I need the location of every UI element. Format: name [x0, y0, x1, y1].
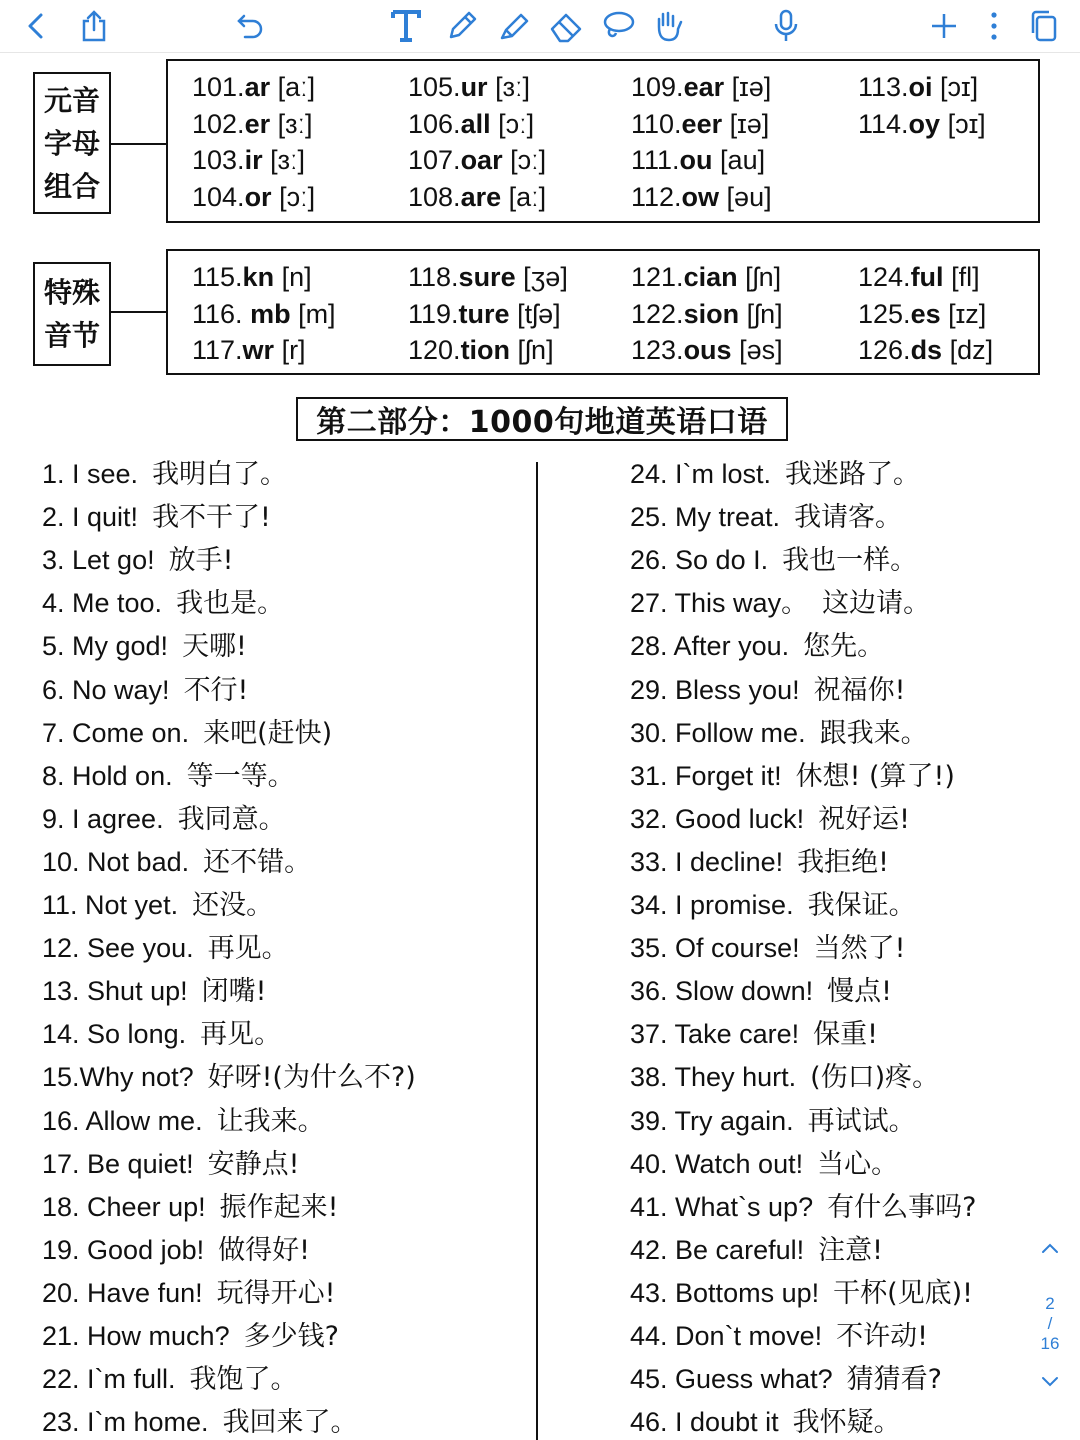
phrase-item: [42, 845, 311, 880]
phrase-item: [42, 500, 271, 535]
phrase-chinese: 我回来了。: [222, 1407, 358, 1439]
hand-tool-icon[interactable]: [646, 4, 690, 48]
lasso-icon[interactable]: [596, 4, 640, 48]
phrase-chinese: 让我来。: [216, 1105, 325, 1137]
vowel-label-line: 组合: [43, 169, 100, 203]
phonics-entry: 106.all [ɔː]: [408, 108, 535, 139]
phrase-english: 25. My treat.: [630, 502, 781, 533]
phrase-item: [630, 543, 917, 578]
phonics-entry: 113.oi [ɔɪ]: [858, 72, 979, 102]
highlighter-icon[interactable]: [492, 4, 536, 48]
phonics-entry: 110.eer [ɪə]: [631, 108, 770, 139]
phrase-chinese: 再试试。: [807, 1105, 916, 1137]
phrase-english: 5. My god!: [42, 631, 169, 662]
phonics-entry: 102.er [ɜː]: [192, 108, 313, 139]
phrase-item: [42, 673, 248, 708]
vowel-label-box: [33, 72, 111, 214]
phrase-english: 30. Follow me.: [630, 717, 806, 748]
phrase-chinese: 等一等。: [186, 760, 295, 792]
phrase-english: 1. I see.: [42, 459, 139, 489]
phrase-item: [42, 759, 295, 794]
more-icon[interactable]: [972, 4, 1016, 48]
phrase-english: 16. Allow me.: [42, 1105, 203, 1136]
phrase-english: 23. I`m home.: [42, 1407, 209, 1438]
phrase-chinese: 多少钱?: [243, 1321, 339, 1352]
phrase-item: [630, 974, 892, 1009]
phonics-entry: 112.ow [əu]: [631, 181, 772, 212]
phrase-item: [630, 1147, 898, 1182]
phrase-english: 43. Bottoms up!: [630, 1277, 820, 1308]
phrase-item: [42, 457, 287, 492]
total-pages: 16: [1040, 1334, 1060, 1353]
syllable-table: [166, 249, 1040, 375]
syllable-label-line: 特殊: [43, 276, 100, 309]
phrase-chinese: 我不干了!: [152, 502, 271, 534]
phrase-item: [42, 931, 289, 966]
phonics-entry: 118.sure [ʒə]: [408, 262, 568, 292]
phrase-english: 41. What`s up?: [630, 1191, 814, 1222]
phrase-chinese: 安静点!: [207, 1148, 300, 1180]
phrase-item: [630, 716, 928, 751]
eraser-icon[interactable]: [544, 4, 588, 48]
phrase-english: 12. See you.: [42, 933, 194, 964]
phrase-chinese: (伤口)疼。: [810, 1062, 940, 1094]
phrase-english: 8. Hold on.: [42, 760, 173, 791]
phrase-english: 9. I agree.: [42, 803, 164, 834]
phrase-item: [42, 1276, 335, 1311]
phrase-item: [630, 888, 916, 923]
phrase-chinese: 注意!: [818, 1234, 883, 1266]
phrase-english: 13. Shut up!: [42, 976, 188, 1007]
current-page: 2: [1045, 1294, 1055, 1313]
phrase-chinese: 慢点!: [827, 976, 892, 1008]
phrase-chinese: 我也是。: [176, 588, 285, 620]
phrase-item: [42, 1362, 298, 1397]
phrase-chinese: 我饱了。: [189, 1364, 298, 1396]
phonics-entry: 125.es [ɪz]: [858, 298, 987, 329]
phrase-english: 31. Forget it!: [630, 760, 782, 791]
phrase-english: 3. Let go!: [42, 545, 155, 576]
phonics-entry: 120.tion [ʃn]: [408, 335, 554, 365]
phrase-chinese: 来吧(赶快): [203, 717, 333, 749]
syllable-label-line: 音节: [43, 319, 100, 352]
phrase-item: [630, 586, 930, 621]
phrase-chinese: 闭嘴!: [201, 976, 267, 1008]
phrase-chinese: 我迷路了。: [785, 459, 921, 490]
phrase-english: 29. Bless you!: [630, 674, 800, 705]
phrase-item: [630, 1319, 928, 1354]
phrase-english: 24. I`m lost.: [630, 459, 772, 489]
connector-line: [109, 143, 167, 145]
phrase-english: 45. Guess what?: [630, 1364, 833, 1395]
phrase-item: [630, 500, 902, 535]
phonics-entry: 116. mb [m]: [192, 298, 336, 329]
phrase-item: [630, 1190, 976, 1225]
phrase-item: [630, 1362, 942, 1397]
phrase-chinese: 不许动!: [836, 1321, 928, 1352]
phonics-entry: 121.cian [ʃn]: [631, 262, 782, 292]
phrase-item: [630, 1060, 939, 1095]
phrase-chinese: 再见。: [200, 1019, 282, 1051]
phrase-english: 27. This way。: [630, 588, 809, 619]
phrase-chinese: 振作起来!: [219, 1191, 339, 1223]
column-divider: [536, 462, 538, 1440]
phrase-english: 2. I quit!: [42, 502, 139, 533]
phrase-english: 18. Cheer up!: [42, 1191, 206, 1222]
phrase-item: [42, 974, 266, 1009]
phonics-entry: 105.ur [ɜː]: [408, 72, 530, 102]
phrase-item: [42, 1233, 310, 1268]
phrase-chinese: 我怀疑。: [792, 1407, 901, 1439]
vowel-table: [166, 59, 1040, 223]
phrase-item: [42, 543, 233, 578]
phrase-chinese: 不行!: [183, 674, 249, 706]
phonics-entry: 109.ear [ɪə]: [631, 72, 772, 102]
phrase-english: 44. Don`t move!: [630, 1321, 823, 1351]
phrase-english: 42. Be careful!: [630, 1234, 805, 1265]
phrase-item: [42, 1405, 358, 1440]
phrase-english: 19. Good job!: [42, 1234, 205, 1265]
phonics-entry: 103.ir [ɜː]: [192, 145, 305, 175]
phrase-chinese: 我同意。: [177, 803, 286, 835]
section-title: 第二部分：1000句地道英语口语: [296, 397, 788, 441]
page-down-icon[interactable]: [1030, 1374, 1070, 1404]
vowel-label-line: 元音: [43, 83, 100, 117]
phrase-item: [42, 1017, 281, 1052]
phonics-entry: 115.kn [n]: [192, 262, 312, 292]
phrase-chinese: 您先。: [803, 631, 885, 663]
phrase-chinese: 好呀!(为什么不?): [207, 1062, 416, 1094]
phrase-chinese: 休想! (算了!): [795, 760, 955, 792]
phrase-chinese: 我保证。: [807, 890, 916, 921]
phrase-item: [630, 1017, 878, 1052]
phrase-chinese: 有什么事吗?: [827, 1191, 977, 1223]
phrase-english: 32. Good luck!: [630, 803, 805, 834]
phrase-item: [42, 1319, 339, 1354]
phrase-english: 40. Watch out!: [630, 1148, 804, 1179]
phrase-item: [42, 586, 284, 621]
phrase-chinese: 祝福你!: [813, 674, 906, 706]
phonics-entry: 111.ou [au]: [631, 145, 766, 175]
add-icon[interactable]: [922, 4, 966, 48]
phrase-item: [630, 802, 910, 837]
phrase-chinese: 这边请。: [822, 588, 931, 620]
phrase-chinese: 做得好!: [218, 1234, 310, 1266]
phrase-english: 38. They hurt.: [630, 1062, 797, 1093]
phrase-english: 15.Why not?: [42, 1062, 194, 1093]
phrase-item: [42, 1104, 325, 1139]
phonics-entry: 101.ar [aː]: [192, 72, 316, 102]
phrase-english: 6. No way!: [42, 674, 170, 705]
phrase-chinese: 还不错。: [203, 846, 312, 878]
phrase-item: [630, 1104, 916, 1139]
phrase-chinese: 当然了!: [813, 933, 906, 965]
phrase-chinese: 我明白了。: [152, 459, 288, 490]
microphone-icon[interactable]: [764, 4, 808, 48]
phrase-english: 34. I promise.: [630, 890, 794, 920]
phrase-item: [630, 845, 889, 880]
toolbar: [0, 0, 1080, 53]
syllable-label-box: [33, 262, 111, 366]
phrase-item: [42, 629, 247, 664]
phonics-entry: 114.oy [ɔɪ]: [858, 108, 986, 139]
phonics-entry: 104.or [ɔː]: [192, 181, 316, 212]
phrase-english: 39. Try again.: [630, 1105, 794, 1136]
phonics-entry: 107.oar [ɔː]: [408, 145, 547, 175]
phrase-item: [630, 1276, 973, 1311]
phrase-english: 21. How much?: [42, 1321, 230, 1351]
phonics-entry: 108.are [aː]: [408, 181, 547, 212]
phrase-english: 26. So do I.: [630, 545, 769, 576]
phonics-entry: 123.ous [əs]: [631, 335, 783, 365]
phrase-english: 10. Not bad.: [42, 846, 190, 877]
phrase-item: [630, 1233, 883, 1268]
phrase-english: 11. Not yet.: [42, 890, 179, 920]
page-separator: /: [1047, 1314, 1053, 1333]
phrase-chinese: 祝好运!: [818, 803, 910, 835]
connector-line: [109, 311, 167, 313]
undo-icon[interactable]: [228, 4, 272, 48]
share-icon[interactable]: [72, 4, 116, 48]
phrase-chinese: 我拒绝!: [797, 846, 889, 878]
page-indicator: [1030, 1240, 1070, 1404]
phonics-entry: 122.sion [ʃn]: [631, 298, 783, 329]
phrase-chinese: 放手!: [168, 545, 234, 577]
phrase-english: 14. So long.: [42, 1019, 187, 1050]
page-up-icon[interactable]: [1030, 1240, 1070, 1270]
phrase-english: 35. Of course!: [630, 933, 800, 964]
phrase-english: 46. I doubt it: [630, 1407, 779, 1438]
phrase-chinese: 天哪!: [182, 631, 247, 663]
phrase-item: [630, 759, 955, 794]
phrase-english: 33. I decline!: [630, 846, 784, 877]
pages-icon[interactable]: [1022, 4, 1066, 48]
phrase-english: 28. After you.: [630, 631, 790, 662]
phrase-item: [630, 673, 905, 708]
phrase-english: 7. Come on.: [42, 717, 190, 748]
phrase-item: [42, 1190, 338, 1225]
phrase-english: 20. Have fun!: [42, 1277, 203, 1308]
phonics-entry: 126.ds [dz]: [858, 335, 994, 365]
phrase-item: [630, 457, 920, 492]
phrase-chinese: 玩得开心!: [216, 1277, 336, 1309]
phrase-item: [630, 629, 884, 664]
phrase-chinese: 当心。: [817, 1148, 899, 1180]
phrase-chinese: 干杯(见底)!: [833, 1277, 974, 1309]
phrase-item: [42, 888, 273, 923]
phrase-english: 4. Me too.: [42, 588, 163, 619]
phrase-item: [42, 802, 286, 837]
phrase-chinese: 再见。: [207, 933, 289, 965]
phrase-chinese: 猜猜看?: [846, 1364, 942, 1396]
phrase-english: 22. I`m full.: [42, 1364, 176, 1395]
phrase-chinese: 还没。: [192, 890, 274, 921]
phrase-chinese: 跟我来。: [819, 717, 928, 749]
phrase-chinese: 保重!: [813, 1019, 878, 1051]
phrase-english: 36. Slow down!: [630, 976, 814, 1007]
phrase-chinese: 我请客。: [794, 502, 903, 534]
phrase-item: [42, 1060, 416, 1095]
phonics-entry: 119.ture [tʃə]: [408, 298, 561, 329]
text-tool-icon[interactable]: [384, 4, 428, 48]
phrase-english: 17. Be quiet!: [42, 1148, 194, 1179]
back-chevron-icon[interactable]: [14, 4, 58, 48]
vowel-label-line: 字母: [43, 126, 100, 160]
phonics-entry: 117.wr [r]: [192, 335, 306, 365]
phrase-item: [42, 716, 332, 751]
phonics-entry: 124.ful [fl]: [858, 262, 980, 292]
pen-icon[interactable]: [440, 4, 484, 48]
phrase-item: [630, 931, 905, 966]
phrase-item: [630, 1405, 901, 1440]
phrase-item: [42, 1147, 299, 1182]
phrase-chinese: 我也一样。: [782, 545, 918, 577]
phrase-english: 37. Take care!: [630, 1019, 800, 1050]
